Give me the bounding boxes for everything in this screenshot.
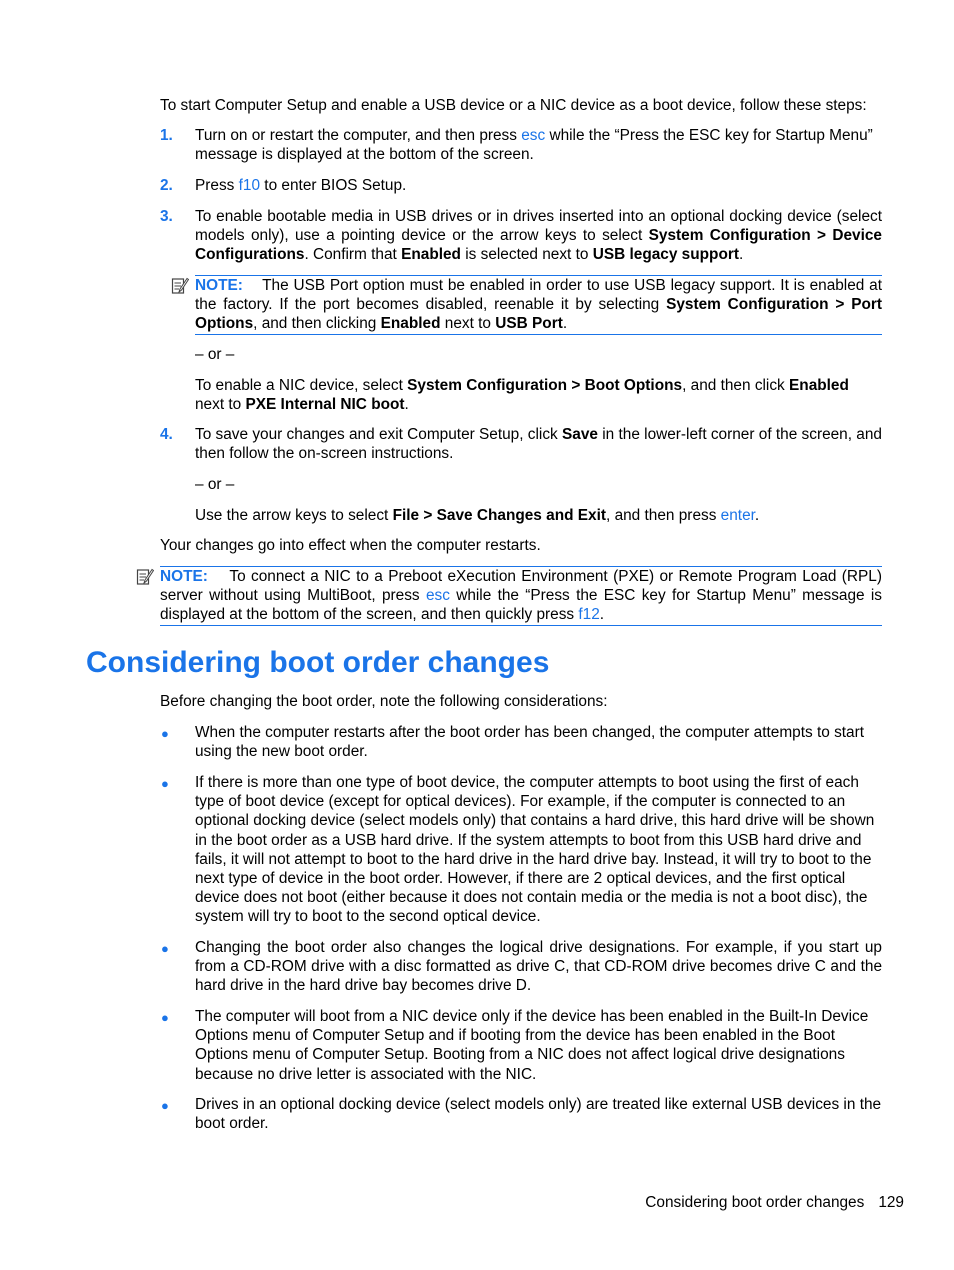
section-heading: Considering boot order changes	[86, 646, 550, 679]
step-3-number: 3.	[160, 208, 173, 225]
bullet-icon: ●	[161, 1010, 169, 1025]
page-number: 129	[878, 1194, 904, 1211]
note-label: NOTE:	[195, 277, 243, 294]
usb-port-note-text: NOTE: The USB Port option must be enabled in order to use USB legacy support. It is enabled at the factory. If the port becomes disabled, reenable it by selecting System Configuration > Port Options, and then clicking Enabled next to USB Port.	[195, 277, 882, 333]
bullet-icon: ●	[161, 776, 169, 791]
step-1-number: 1.	[160, 127, 173, 144]
bullet-icon: ●	[161, 726, 169, 741]
step-4-alternative-text: Use the arrow keys to select File > Save Changes and Exit, and then press enter.	[195, 507, 760, 524]
list-item: The computer will boot from a NIC device only if the device has been enabled in the Built-In Device Options menu of Computer Setup and if booting from the device has been enabled in the Boot Options menu of Computer Setup. Booting from a NIC does not affect logical drive designations because no drive letter is associated with the NIC.	[195, 1008, 869, 1083]
step-4-number: 4.	[160, 426, 173, 443]
f10-key-link[interactable]: f10	[238, 177, 261, 194]
note-icon	[171, 277, 189, 295]
page-footer	[560, 1193, 904, 1212]
step-1-text: Turn on or restart the computer, and then press esc while the “Press the ESC key for Startup Menu” message is displayed at the bottom of the screen.	[195, 127, 873, 164]
nic-note-text: NOTE: To connect a NIC to a Preboot eXecution Environment (PXE) or Remote Program Load (RPL) server without using MultiBoot, press esc while the “Press the ESC key for Startup Menu” message is displayed at the bottom of the screen, and then quickly press f12.	[160, 568, 882, 624]
list-item: Drives in an optional docking device (select models only) are treated like external USB devices in the boot order.	[195, 1096, 882, 1133]
intro-paragraph: To start Computer Setup and enable a USB device or a NIC device as a boot device, follow these steps:	[160, 97, 867, 114]
list-item: If there is more than one type of boot device, the computer attempts to boot using the first of each type of boot device (except for optical devices). For example, if the computer is connected to an optional docking device (select models only) that contains a hard drive, this hard drive will be shown in the boot order as a USB hard drive. If the system attempts to boot from this USB hard drive and fails, it will not attempt to boot to the hard drive in the hard drive bay. Instead, it will try to boot to the next type of device in the boot order. However, if there are 2 optical devices, and the first optical device does not boot (either because it does not contain media or the media is not a boot disc), the system will try to boot to the second optical device.	[195, 774, 875, 926]
note-icon	[136, 568, 154, 586]
footer-title: Considering boot order changes	[645, 1194, 865, 1211]
esc-key-link[interactable]: esc	[425, 587, 450, 605]
list-item: Changing the boot order also changes the logical drive designations. For example, if you start up from a CD-ROM drive with a disc formatted as drive C, that CD-ROM drive becomes drive C and the hard drive in the hard drive bay becomes drive D.	[195, 939, 882, 995]
note-label: NOTE:	[160, 568, 208, 585]
list-item: When the computer restarts after the boot order has been changed, the computer attempts to start using the new boot order.	[195, 724, 865, 761]
enter-key-link[interactable]: enter	[720, 507, 755, 524]
step-3-text: To enable bootable media in USB drives or in drives inserted into an optional docking device (select models only), use a pointing device or the arrow keys to select System Configuration > Device Configurations. Confirm that Enabled is selected next to USB legacy support.	[195, 208, 882, 264]
step-3-alternative-text: To enable a NIC device, select System Configuration > Boot Options, and then click Enabled next to PXE Internal NIC boot.	[195, 377, 849, 414]
step-2-number: 2.	[160, 177, 173, 194]
step-4-text: To save your changes and exit Computer Setup, click Save in the lower-left corner of the screen, and then follow the on-screen instructions.	[195, 426, 882, 463]
step-2-text: Press f10 to enter BIOS Setup.	[195, 177, 407, 194]
bullet-icon: ●	[161, 941, 169, 956]
or-separator: – or –	[195, 476, 235, 493]
f12-key-link[interactable]: f12	[578, 606, 600, 624]
esc-key-link[interactable]: esc	[521, 127, 546, 144]
section-intro-paragraph: Before changing the boot order, note the following considerations:	[160, 693, 608, 710]
outro-paragraph: Your changes go into effect when the computer restarts.	[160, 537, 541, 554]
or-separator: – or –	[195, 346, 235, 363]
bullet-icon: ●	[161, 1098, 169, 1113]
